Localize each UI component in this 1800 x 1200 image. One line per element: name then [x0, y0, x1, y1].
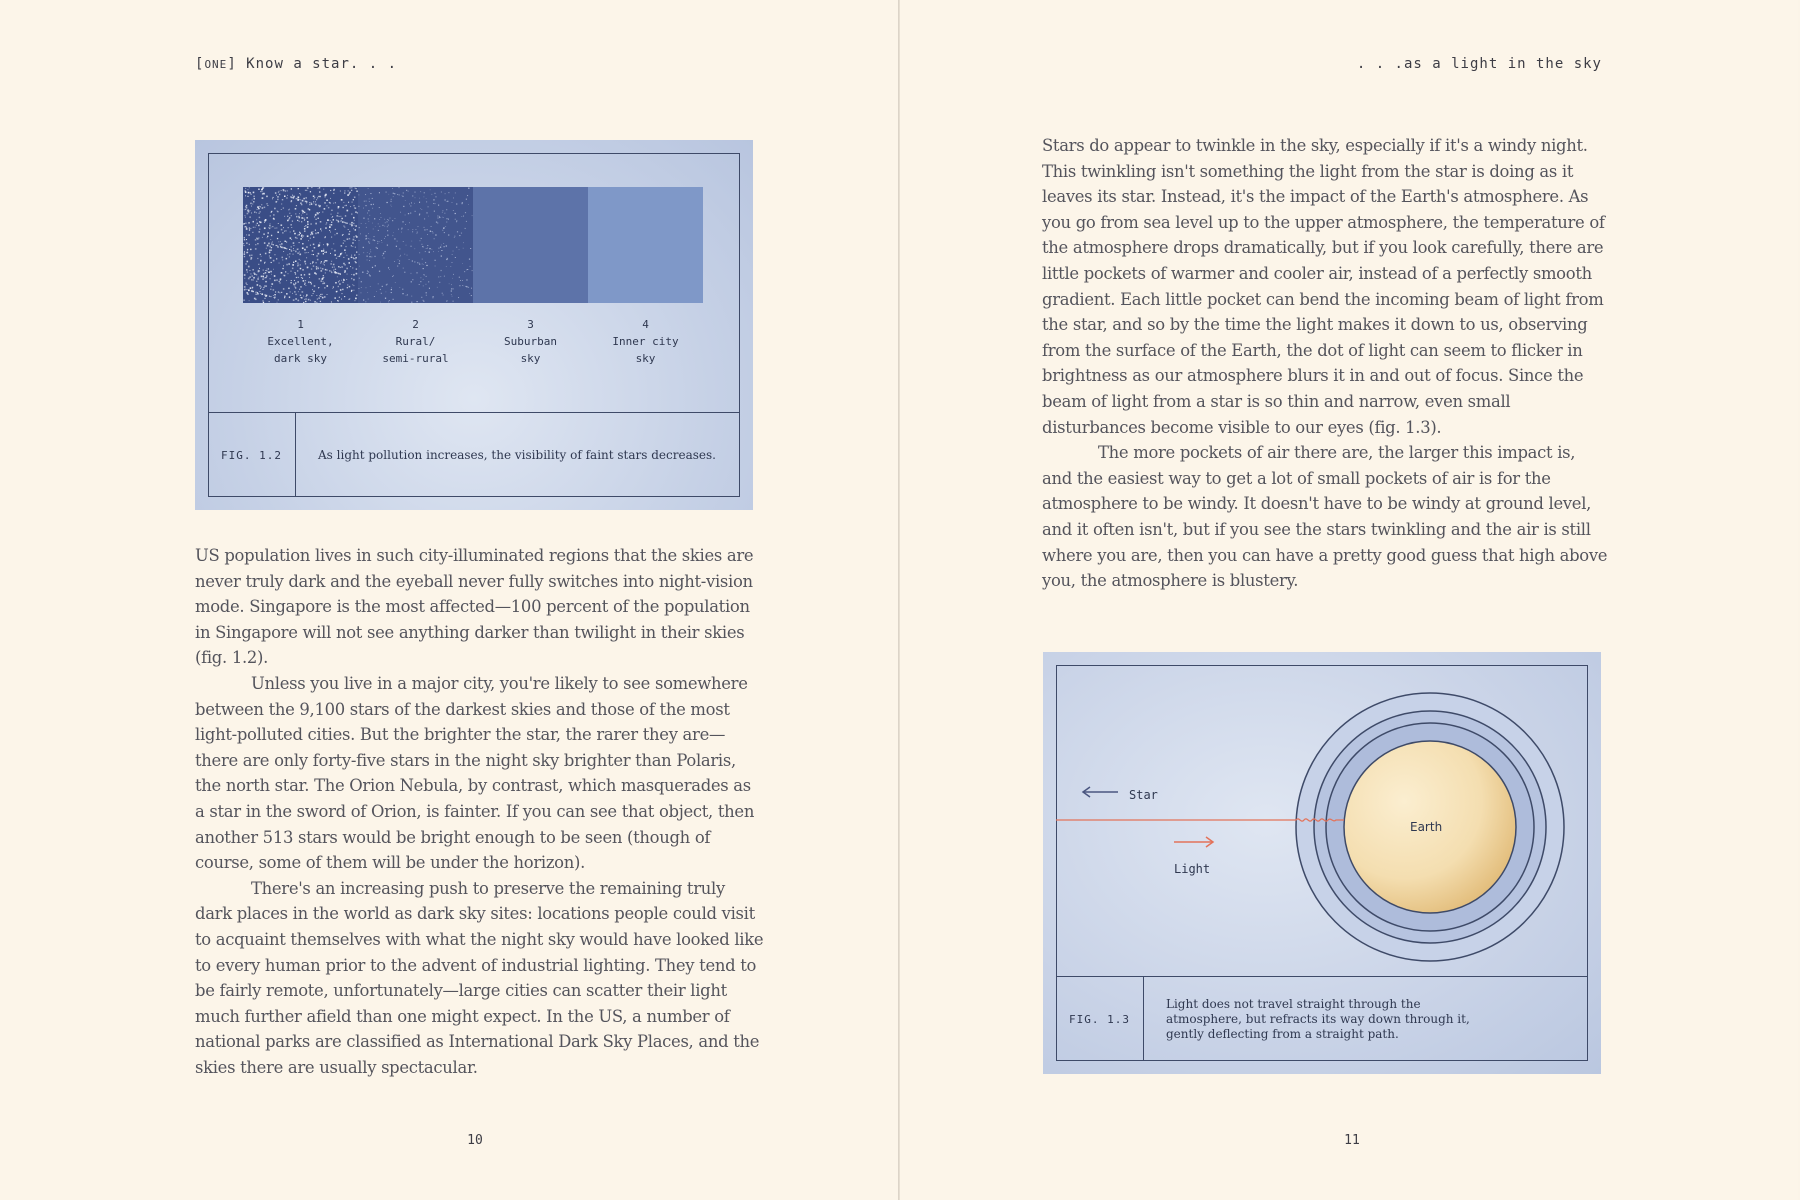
swatch-label: 1 Excellent, dark sky — [267, 318, 334, 365]
earth-label: Earth — [1410, 820, 1443, 834]
paragraph: Stars do appear to twinkle in the sky, especially if it's a windy night. This twinkling isn't something the light from the star is doing as it leaves its star. Instead, it's the impact of the Earth's atmosphere. As you go from sea level up to the upper atmosphere, the temperature of the atmosphere drops dramatically, but if you look carefully, there are little pockets of warmer and cooler air, instead of a perfectly smooth gradient. Each little pocket can bend the incoming beam of light from the star, and so by the time the light makes it down to us, observing from the surface of the Earth, the dot of light can seem to flicker in brightness as our atmosphere blurs it in and out of focus. Since the beam of light from a star is so thin and narrow, even small disturbances become visible to our eyes (fig. 1.3). — [1042, 136, 1605, 437]
chapter-label: ONE — [204, 58, 228, 71]
figure-number: FIG. 1.2 — [208, 413, 296, 497]
swatch-label: 2 Rural/ semi-rural — [382, 318, 449, 365]
figure-number: FIG. 1.3 — [1056, 977, 1144, 1061]
swatch-suburban — [473, 187, 588, 303]
page-number-right: 11 — [1344, 1133, 1360, 1148]
running-head-right: . . .as a light in the sky — [1356, 56, 1602, 72]
figure-1-3 — [1043, 652, 1601, 1074]
swatch-label: 3 Suburban sky — [504, 318, 557, 365]
figure-1-2 — [195, 140, 753, 510]
sky-swatches — [243, 187, 703, 303]
figure-caption-row — [1056, 976, 1588, 1061]
star-arrow-icon — [1083, 787, 1118, 797]
paragraph: Unless you live in a major city, you're likely to see somewhere between the 9,100 stars of the darkest skies and those of the most light-polluted cities. But the brighter the star, the rarer they are—there are only forty-five stars in the night sky brighter than Polaris, the north star. The Orion Nebula, by contrast, which masquerades as a star in the sword of Orion, is fainter. If you can see that object, then another 513 stars would be bright enough to be seen (though of course, some of them will be under the horizon). — [195, 673, 755, 873]
swatch-label: 4 Inner city sky — [612, 318, 679, 365]
body-text-left — [195, 543, 765, 1080]
figure-caption-row — [208, 412, 740, 497]
body-text-right — [1042, 133, 1610, 594]
light-arrow-icon — [1174, 837, 1213, 847]
left-page — [0, 0, 898, 1200]
running-head-left: [ONE] Know a star. . . — [195, 56, 398, 72]
figure-caption: Light does not travel straight through the atmosphere, but refracts its way down through it, gently deflecting from a straight path. — [1166, 996, 1470, 1041]
right-page — [900, 0, 1798, 1200]
paragraph: US population lives in such city-illuminated regions that the skies are never truly dark and the eyeball never fully switches into night-vision mode. Singapore is the most affected—100 percent of the population in Singapore will not see anything darker than twilight in their skies (fig. 1.2). — [195, 546, 754, 668]
swatch-inner-city — [588, 187, 703, 303]
paragraph: There's an increasing push to preserve the remaining truly dark places in the world as dark sky sites: locations people could visit to acquaint themselves with what the night sky would have looked like to every human prior to the advent of industrial lighting. They tend to be fairly remote, unfortunately—large cities can scatter their light much further afield than one might expect. In the US, a number of national parks are classified as International Dark Sky Places, and the skies there are usually spectacular. — [195, 878, 764, 1077]
swatch-labels — [243, 316, 703, 367]
star-label: Star — [1129, 788, 1158, 802]
light-label: Light — [1174, 862, 1211, 876]
figure-caption: As light pollution increases, the visibility of faint stars decreases. — [318, 448, 716, 462]
swatch-rural — [358, 187, 473, 303]
page-number-left: 10 — [467, 1133, 483, 1148]
paragraph: The more pockets of air there are, the larger this impact is, and the easiest way to get a lot of small pockets of air is for the atmosphere to be windy. It doesn't have to be windy at ground level, and it often isn't, but if you see the stars twinkling and the air is still where you are, then you can have a pretty good guess that high above you, the atmosphere is blustery. — [1042, 443, 1608, 591]
swatch-excellent-dark-sky — [243, 187, 358, 303]
